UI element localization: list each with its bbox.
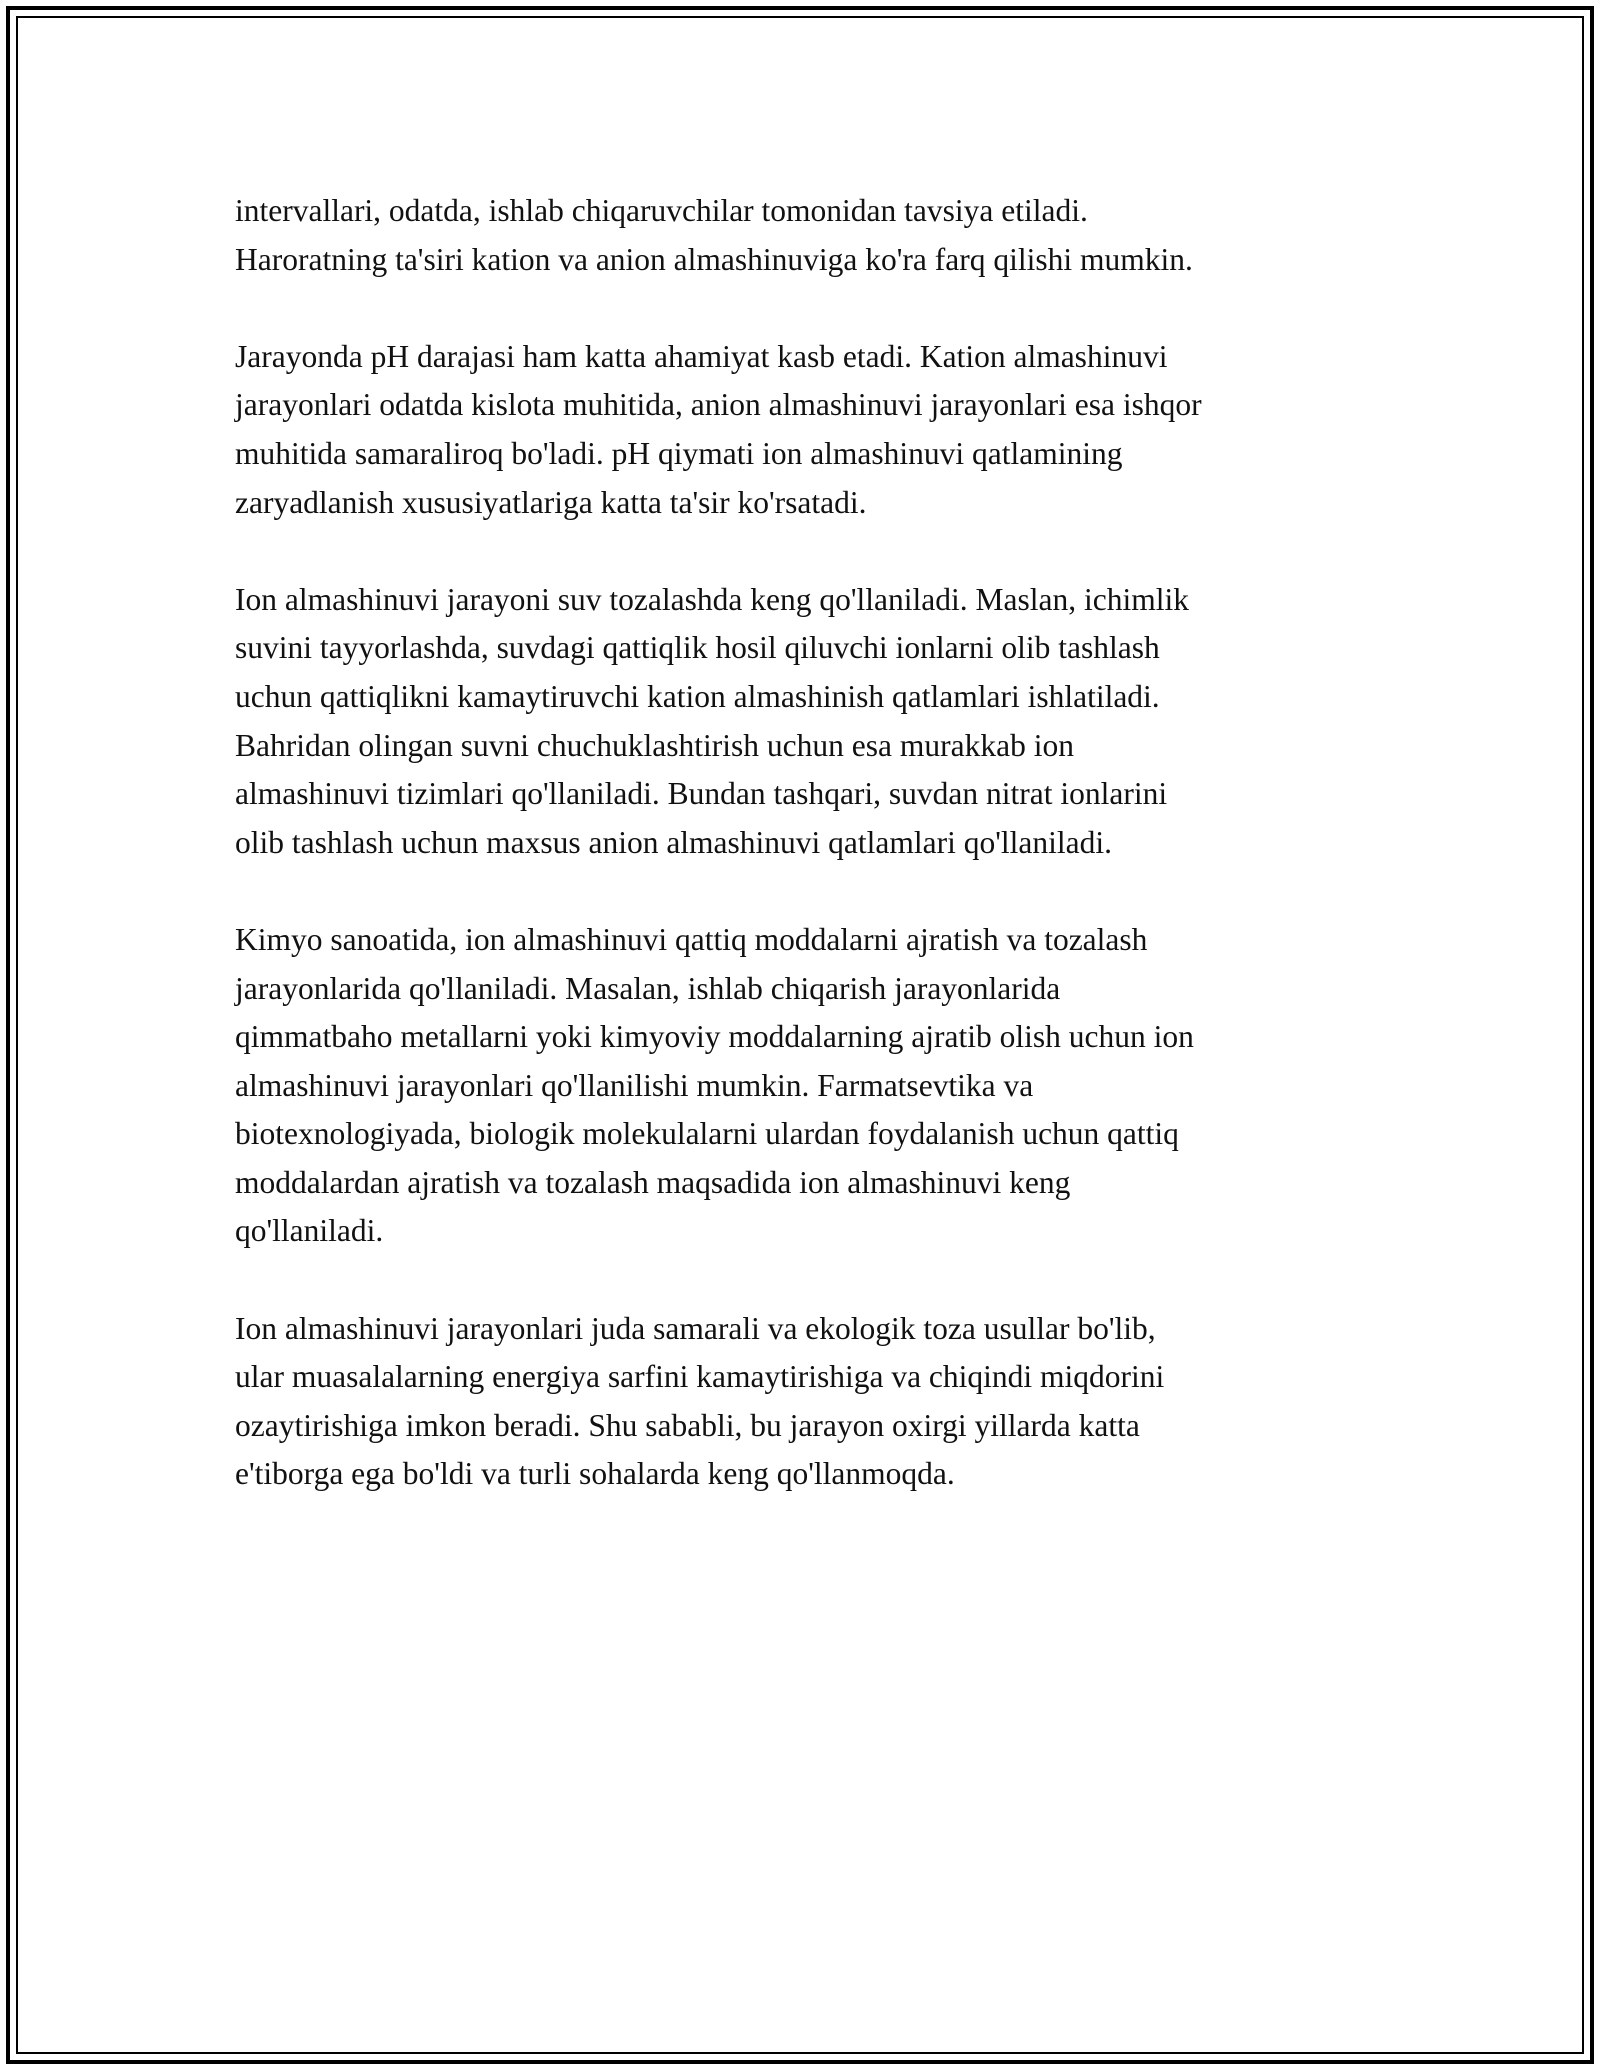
paragraph-4 — [235, 916, 1370, 1256]
text-line: biotexnologiyada, biologik molekulalarni ulardan foydalanish uchun qattiq — [235, 1116, 1179, 1152]
text-line: jarayonlarida qo'llaniladi. Masalan, ishlab chiqarish jarayonlarida — [235, 970, 1061, 1006]
text-line: almashinuvi jarayonlari qo'llanilishi mumkin. Farmatsevtika va — [235, 1067, 1034, 1103]
text-line: intervallari, odatda, ishlab chiqaruvchilar tomonidan tavsiya etiladi. — [235, 193, 1088, 228]
text-line: Jarayonda pH darajasi ham katta ahamiyat kasb etadi. Kation almashinuvi — [235, 338, 1168, 374]
text-line: almashinuvi tizimlari qo'llaniladi. Bundan tashqari, suvdan nitrat ionlarini — [235, 776, 1168, 812]
paragraph-5 — [235, 1305, 1370, 1499]
text-line: ozaytirishiga imkon beradi. Shu sababli, bu jarayon oxirgi yillarda katta — [235, 1407, 1140, 1443]
paragraph-2 — [235, 333, 1370, 527]
text-line: olib tashlash uchun maxsus anion almashinuvi qatlamlari qo'llaniladi. — [235, 824, 1113, 860]
text-line: zaryadlanish xususiyatlariga katta ta'sir ko'rsatadi. — [235, 484, 867, 520]
text-line: jarayonlari odatda kislota muhitida, anion almashinuvi jarayonlari esa ishqor — [235, 387, 1202, 423]
text-line: e'tiborga ega bo'ldi va turli sohalarda keng qo'llanmoqda. — [235, 1456, 955, 1492]
text-line: ular muasalalarning energiya sarfini kamaytirishiga va chiqindi miqdorini — [235, 1359, 1165, 1395]
document-body — [235, 187, 1370, 1548]
text-line: qimmatbaho metallarni yoki kimyoviy moddalarning ajratib olish uchun ion — [235, 1019, 1194, 1055]
paragraph-3 — [235, 576, 1370, 868]
text-line: uchun qattiqlikni kamaytiruvchi kation almashinish qatlamlari ishlatiladi. — [235, 678, 1160, 714]
text-line: muhitida samaraliroq bo'ladi. pH qiymati ion almashinuvi qatlamining — [235, 435, 1123, 471]
text-line: Haroratning ta'siri kation va anion almashinuviga ko'ra farq qilishi mumkin. — [235, 241, 1193, 277]
text-line: Ion almashinuvi jarayonlari juda samarali va ekologik toza usullar bo'lib, — [235, 1310, 1156, 1346]
text-line: qo'llaniladi. — [235, 1213, 384, 1249]
text-line: Bahridan olingan suvni chuchuklashtirish uchun esa murakkab ion — [235, 727, 1074, 763]
text-line: moddalardan ajratish va tozalash maqsadida ion almashinuvi keng — [235, 1164, 1071, 1200]
text-line: Kimyo sanoatida, ion almashinuvi qattiq moddalarni ajratish va tozalash — [235, 921, 1148, 957]
text-line: Ion almashinuvi jarayoni suv tozalashda keng qo'llaniladi. Maslan, ichimlik — [235, 581, 1189, 617]
text-line: suvini tayyorlashda, suvdagi qattiqlik hosil qiluvchi ionlarni olib tashlash — [235, 630, 1160, 666]
paragraph-1 — [235, 187, 1370, 284]
